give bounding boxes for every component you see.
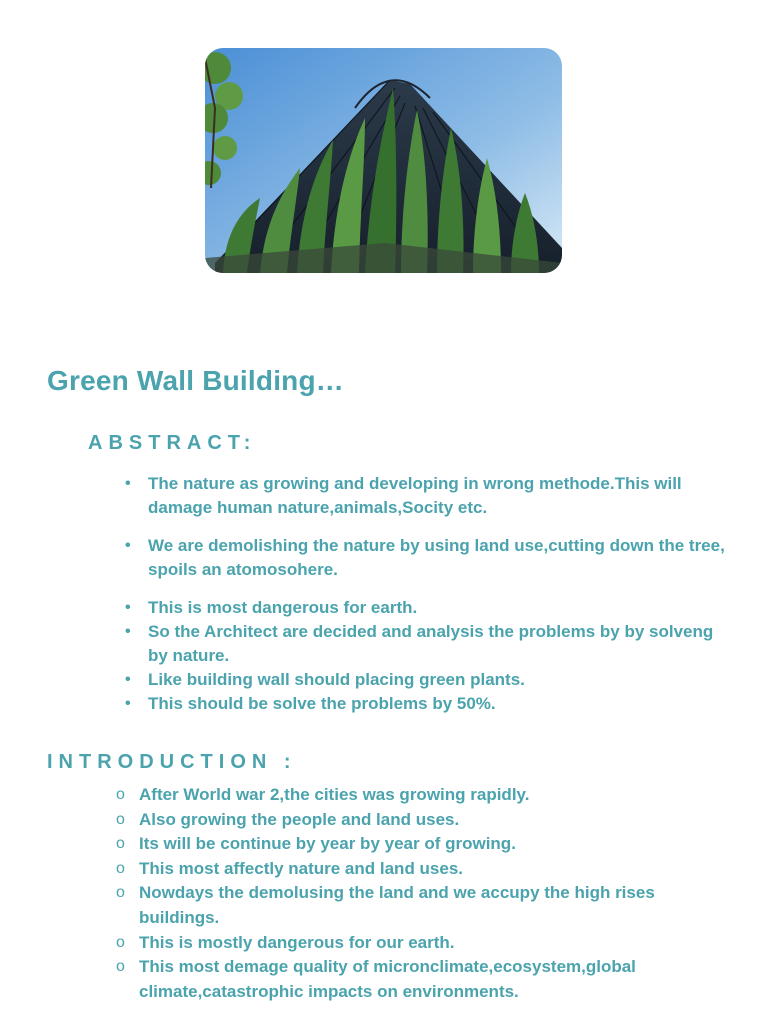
introduction-heading: INTRODUCTION : [47, 751, 297, 773]
list-item: o This is mostly dangerous for our earth. [116, 931, 726, 956]
circle-bullet-icon: o [116, 884, 125, 902]
circle-bullet-icon: o [116, 835, 125, 853]
list-item: o This most demage quality of micronclimate,ecosystem,global climate,catastrophic impacts on environments. [116, 957, 636, 1001]
page-title: Green Wall Building… [47, 365, 344, 396]
green-wall-building-illustration [205, 48, 562, 273]
list-item: • This is most dangerous for earth. [123, 596, 733, 620]
circle-bullet-icon: o [116, 933, 125, 951]
list-item: • We are demolishing the nature by using land use,cutting down the tree, spoils an atomosohere. [125, 536, 725, 579]
bullet-icon: • [125, 623, 131, 640]
list-item: • This should be solve the problems by 50%. [123, 692, 733, 716]
list-item: o Nowdays the demolusing the land and we accupy the high rises buildings. [116, 883, 655, 927]
bullet-icon: • [125, 695, 131, 712]
bullet-icon: • [125, 599, 131, 616]
list-item: o This most affectly nature and land uses. [116, 857, 726, 882]
list-item: o Also growing the people and land uses. [116, 808, 726, 833]
circle-bullet-icon: o [116, 810, 125, 828]
list-item: o After World war 2,the cities was growing rapidly. [116, 783, 726, 808]
list-item: • The nature as growing and developing in wrong methode.This will damage human nature,animals,Socity etc. [125, 474, 682, 517]
bullet-icon: • [125, 475, 131, 492]
abstract-heading: ABSTRACT: [88, 432, 257, 454]
bullet-icon: • [125, 537, 131, 554]
circle-bullet-icon: o [116, 859, 125, 877]
list-item: • So the Architect are decided and analysis the problems by by solveng by nature. [125, 622, 714, 665]
abstract-list [123, 472, 733, 716]
circle-bullet-icon: o [116, 786, 125, 803]
circle-bullet-icon: o [116, 958, 125, 976]
hero-image [205, 48, 562, 273]
list-item: • Like building wall should placing green plants. [123, 668, 733, 692]
introduction-list [116, 783, 726, 1004]
list-item: o Its will be continue by year by year of growing. [116, 832, 726, 857]
bullet-icon: • [125, 671, 131, 688]
